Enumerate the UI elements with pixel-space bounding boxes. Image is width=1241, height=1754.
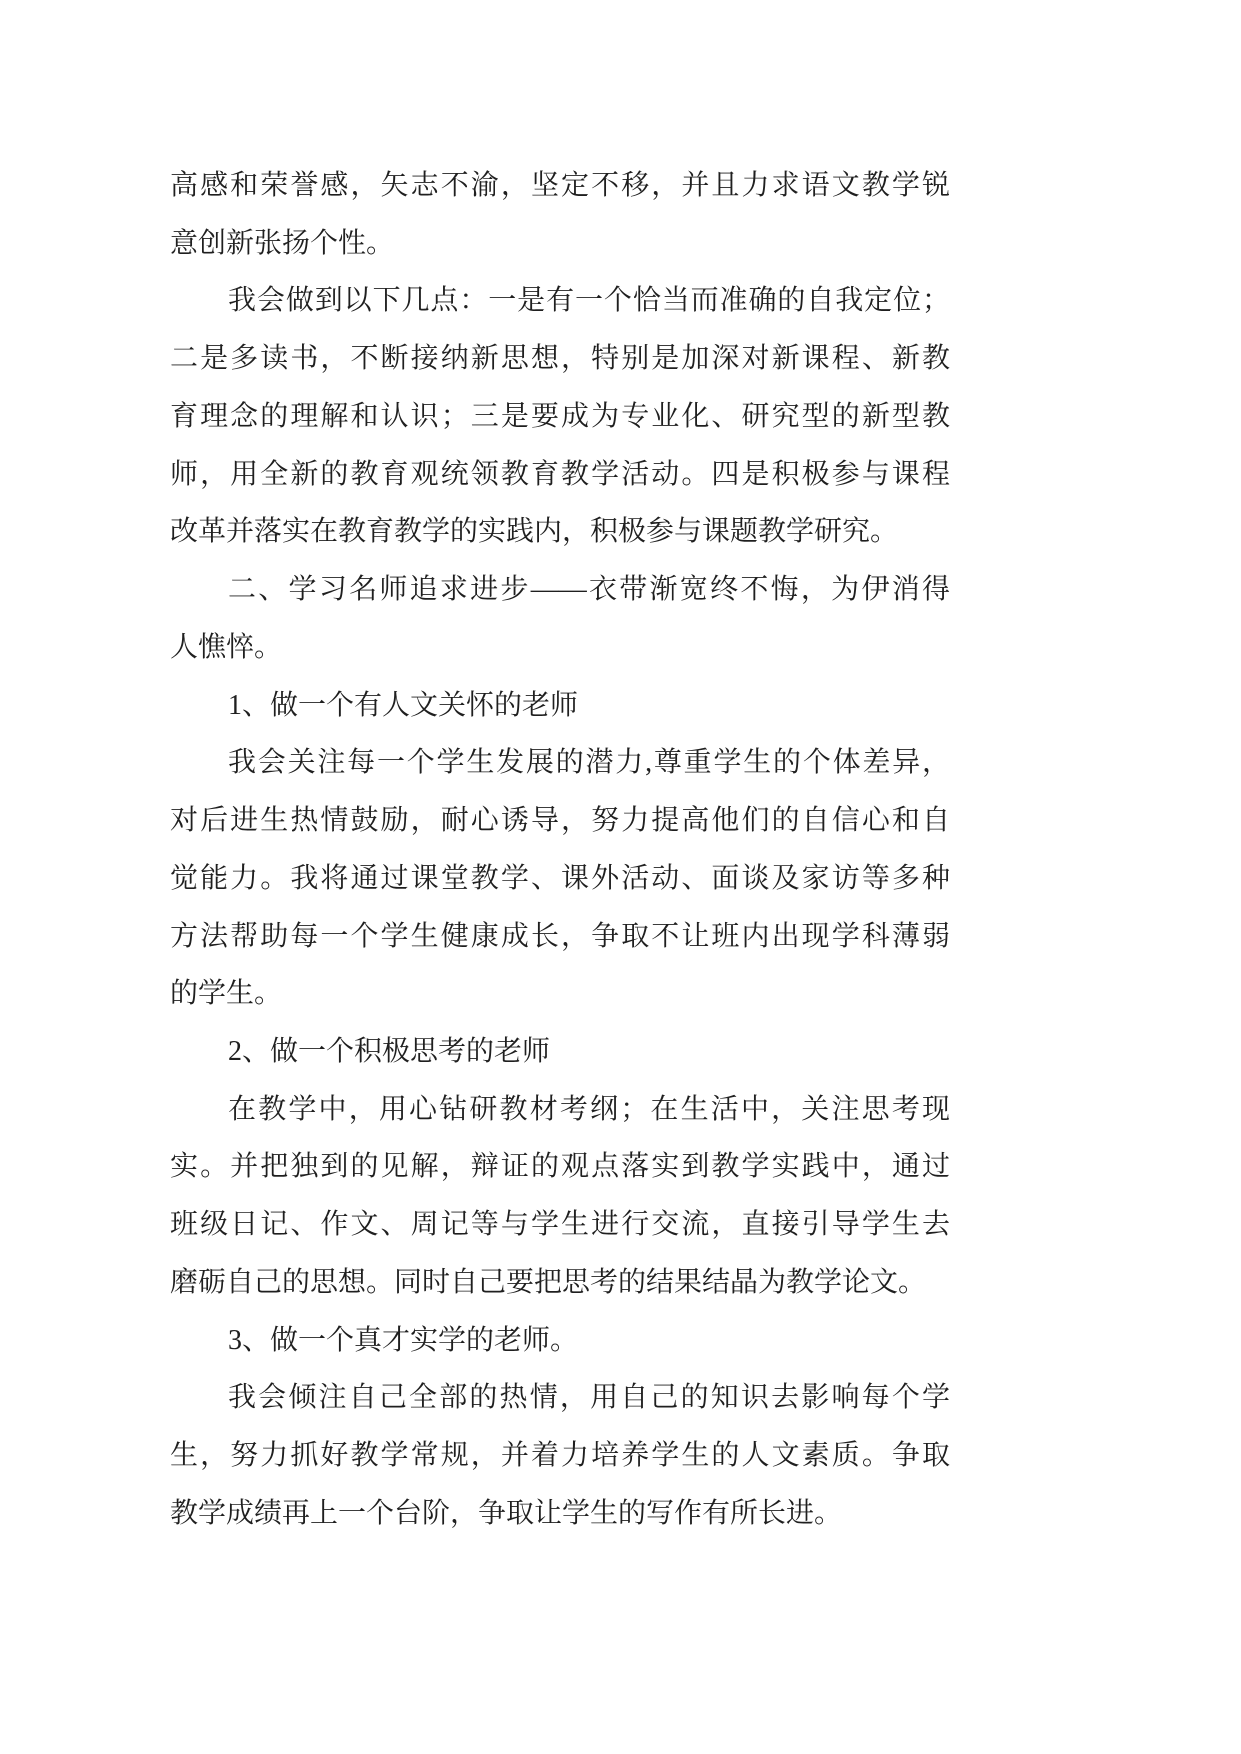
subsection-heading [170,1312,950,1370]
text-line: 改革并落实在教育教学的实践内，积极参与课题教学研究。 [170,516,899,548]
text-line: 的学生。 [170,978,283,1010]
text-line: 班级日记、作文、周记等与学生进行交流，直接引导学生去 [170,1209,950,1241]
text-line: 觉能力。我将通过课堂教学、课外活动、面谈及家访等多种 [170,862,950,894]
text-line: 1、做一个有人文关怀的老师 [228,689,579,721]
section-heading [170,561,950,676]
text-line: 生，努力抓好教学常规，并着力培养学生的人文素质。争取 [170,1440,950,1472]
text-line: 意创新张扬个性。 [170,227,395,259]
text-line: 方法帮助每一个学生健康成长，争取不让班内出现学科薄弱 [170,920,950,952]
text-line: 我会关注每一个学生发展的潜力,尊重学生的个体差异， [228,747,950,779]
text-line: 二、学习名师追求进步——衣带渐宽终不悔，为伊消得 [228,574,950,606]
body-paragraph [170,1081,950,1312]
text-line: 对后进生热情鼓励，耐心诱导，努力提高他们的自信心和自 [170,805,950,837]
body-paragraph [170,272,950,561]
body-paragraph [170,1369,950,1542]
text-line: 我会倾注自己全部的热情，用自己的知识去影响每个学 [228,1382,950,1414]
text-line: 3、做一个真才实学的老师。 [228,1324,579,1356]
body-paragraph [170,157,950,272]
text-line: 2、做一个积极思考的老师 [228,1036,551,1068]
text-line: 人憔悴。 [170,631,283,663]
text-line: 我会做到以下几点：一是有一个恰当而准确的自我定位； [228,285,950,317]
subsection-heading [170,1023,950,1081]
text-line: 实。并把独到的见解，辩证的观点落实到教学实践中，通过 [170,1151,950,1183]
text-line: 在教学中，用心钻研教材考纲；在生活中，关注思考现 [228,1093,950,1125]
body-paragraph [170,734,950,1023]
subsection-heading [170,677,950,735]
text-line: 高感和荣誉感，矢志不渝，坚定不移，并且力求语文教学锐 [170,170,950,201]
text-line: 师，用全新的教育观统领教育教学活动。四是积极参与课程 [170,458,950,490]
document-body [170,157,950,1543]
text-line: 磨砺自己的思想。同时自己要把思考的结果结晶为教学论文。 [170,1266,927,1298]
text-line: 教学成绩再上一个台阶，争取让学生的写作有所长进。 [170,1497,843,1529]
text-line: 育理念的理解和认识；三是要成为专业化、研究型的新型教 [170,400,950,432]
text-line: 二是多读书，不断接纳新思想，特别是加深对新课程、新教 [170,343,950,375]
